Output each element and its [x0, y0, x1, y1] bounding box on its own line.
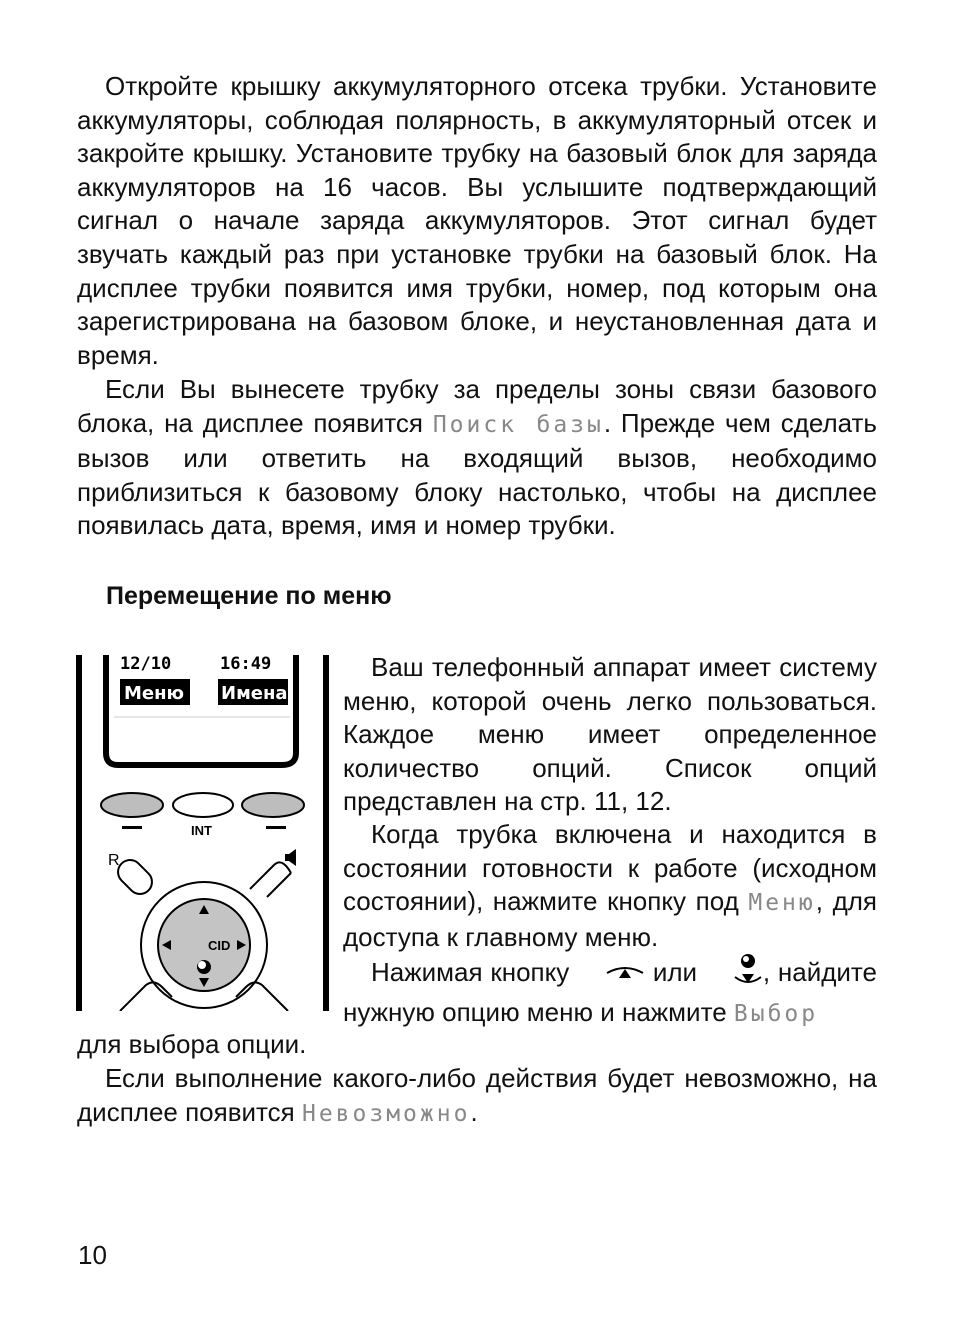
paragraph-navigation-text-2: или	[645, 957, 705, 987]
left-softkey-button	[101, 793, 163, 817]
lcd-text-select: Выбор	[733, 1000, 819, 1027]
cid-label: CID	[208, 938, 231, 953]
lcd-text-search-base: Поиск базы	[432, 411, 604, 438]
up-key-icon	[577, 961, 645, 996]
paragraph-navigation	[343, 953, 877, 1031]
handset-illustration	[76, 655, 330, 1011]
r-button	[113, 855, 157, 899]
right-softkey-button	[242, 793, 304, 817]
int-button	[173, 793, 233, 817]
down-key-icon	[705, 953, 763, 996]
paragraph-out-of-range-text-1: Если Вы вынесете трубку за пределы зоны связи базового блока, на дисплее появится	[77, 374, 877, 438]
r-label: R	[108, 852, 120, 869]
speaker-icon	[285, 854, 289, 861]
display-time: 16:49	[220, 655, 272, 674]
display-softkey-names: Имена	[221, 683, 288, 704]
paragraph-navigation-continued: для выбора опции.	[77, 1029, 307, 1059]
paragraph-impossible-text-1: Если выполнение какого-либо действия будет невозможно, на дисплее появится	[77, 1063, 877, 1127]
paragraph-main-menu-text-1: Когда трубка включена и находится в состоянии готовности к работе (исходном состоянии), нажмите кнопку под	[343, 819, 877, 917]
int-label: INT	[191, 823, 212, 838]
section-heading: Перемещение по меню	[106, 582, 392, 610]
display-softkey-menu: Меню	[124, 683, 185, 704]
paragraph-impossible-text-2: .	[470, 1096, 478, 1127]
paragraph-out-of-range	[77, 373, 877, 543]
paragraph-out-of-range-text-2: . Прежде чем сделать вызов или ответить на входящий вызов, необходимо приблизиться к базовому блоку настолько, чтобы на дисплее появилась дата, время, имя и номер трубки.	[77, 407, 877, 541]
paragraph-navigation-text-1: Нажимая кнопку	[371, 957, 578, 987]
paragraph-menu-system: Ваш телефонный аппарат имеет систему меню, которой очень легко пользоваться. Каждое меню имеет определенное количество опций. Список опций представлен на стр. 11, 12.	[343, 652, 877, 817]
display-date: 12/10	[120, 655, 172, 674]
paragraph-main-menu	[343, 818, 877, 954]
paragraph-navigation-text-3: , найдите нужную опцию меню и нажмите	[343, 957, 877, 1027]
paragraph-main-menu-text-2: , для доступа к главному меню.	[343, 886, 877, 952]
lcd-text-impossible: Невозможно	[301, 1100, 471, 1127]
page-number: 10	[78, 1240, 107, 1270]
paragraph-impossible	[77, 1062, 877, 1131]
paragraph-intro: Откройте крышку аккумуляторного отсека трубки. Установите аккумуляторы, соблюдая полярность, в аккумуляторный отсек и закройте крышку. Установите трубку на базовый блок для заряда аккумуляторов на 16 часов. Вы услышите подтверждающий сигнал о начале заряда аккумуляторов. Этот сигнал будет звучать каждый раз при установке трубки на базовый блок. На дисплее трубки появится имя трубки, номер, под которым она зарегистрирована на базовом блоке, и неустановленная дата и время.	[77, 71, 877, 370]
lcd-text-menu: Меню	[748, 890, 816, 917]
